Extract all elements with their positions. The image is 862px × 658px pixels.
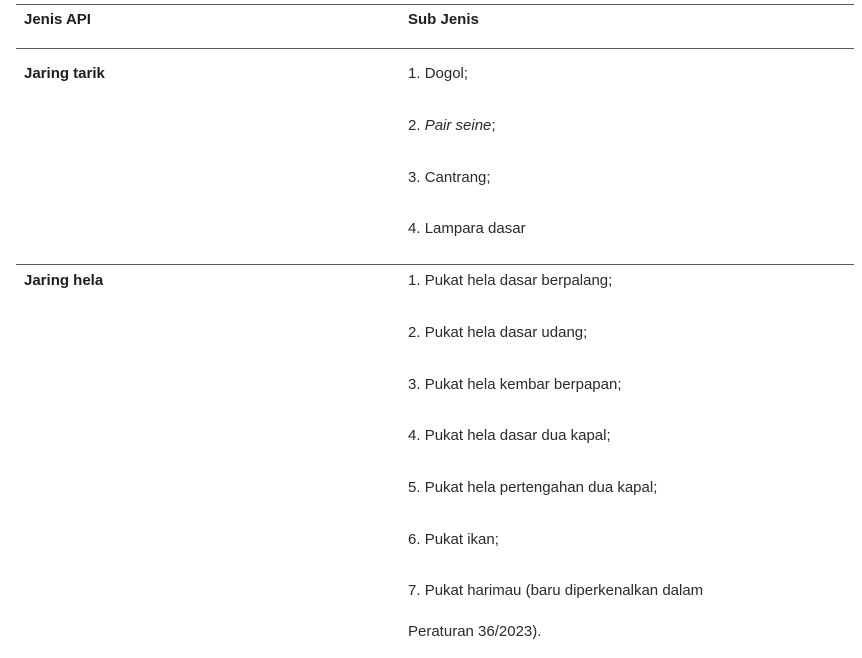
sub-item-text: Pukat hela kembar berpapan;: [424, 376, 622, 393]
sub-item: [408, 271, 612, 291]
sub-item-number: 3.: [408, 376, 421, 393]
sub-item: [408, 116, 496, 136]
sub-item-text: Pukat ikan;: [424, 531, 499, 548]
sub-item-text: Cantrang;: [424, 169, 491, 186]
header-bottom-rule: [16, 48, 854, 49]
sub-item: [408, 478, 657, 498]
header-sub-jenis: Sub Jenis: [408, 11, 479, 28]
sub-item-text: Pukat hela dasar dua kapal;: [424, 427, 611, 444]
sub-item-text: Pukat hela dasar berpalang;: [424, 272, 613, 289]
sub-item-number: 2.: [408, 324, 421, 341]
type-jaring-tarik: Jaring tarik: [24, 65, 105, 82]
sub-item-number: 4.: [408, 220, 421, 237]
group-divider-rule: [16, 264, 854, 265]
sub-item-text-italic: Pair seine: [424, 117, 492, 134]
sub-item-text: Dogol;: [424, 65, 469, 82]
sub-item: [408, 64, 468, 84]
sub-item-continuation: Peraturan 36/2023).: [408, 623, 542, 640]
sub-item: [408, 219, 526, 239]
sub-item: [408, 581, 703, 601]
header-jenis-api: Jenis API: [24, 11, 91, 28]
sub-item-text: Pukat harimau (baru diperkenalkan dalam: [424, 582, 704, 599]
sub-item: [408, 375, 621, 395]
sub-item-text: Pukat hela dasar udang;: [424, 324, 588, 341]
sub-item-number: 6.: [408, 531, 421, 548]
sub-item: [408, 323, 587, 343]
sub-item-number: 1.: [408, 65, 421, 82]
sub-item-number: 5.: [408, 479, 421, 496]
sub-item-suffix: ;: [491, 117, 496, 134]
sub-item: [408, 168, 491, 188]
table-top-rule: [16, 4, 854, 5]
sub-item: [408, 530, 499, 550]
sub-item-number: 4.: [408, 427, 421, 444]
sub-item-number: 1.: [408, 272, 421, 289]
sub-item-number: 3.: [408, 169, 421, 186]
sub-item-text: Pukat hela pertengahan dua kapal;: [424, 479, 658, 496]
type-jaring-hela: Jaring hela: [24, 272, 104, 289]
sub-item-text: Lampara dasar: [424, 220, 526, 237]
sub-item-number: 2.: [408, 117, 421, 134]
sub-item-number: 7.: [408, 582, 421, 599]
sub-item: [408, 426, 611, 446]
